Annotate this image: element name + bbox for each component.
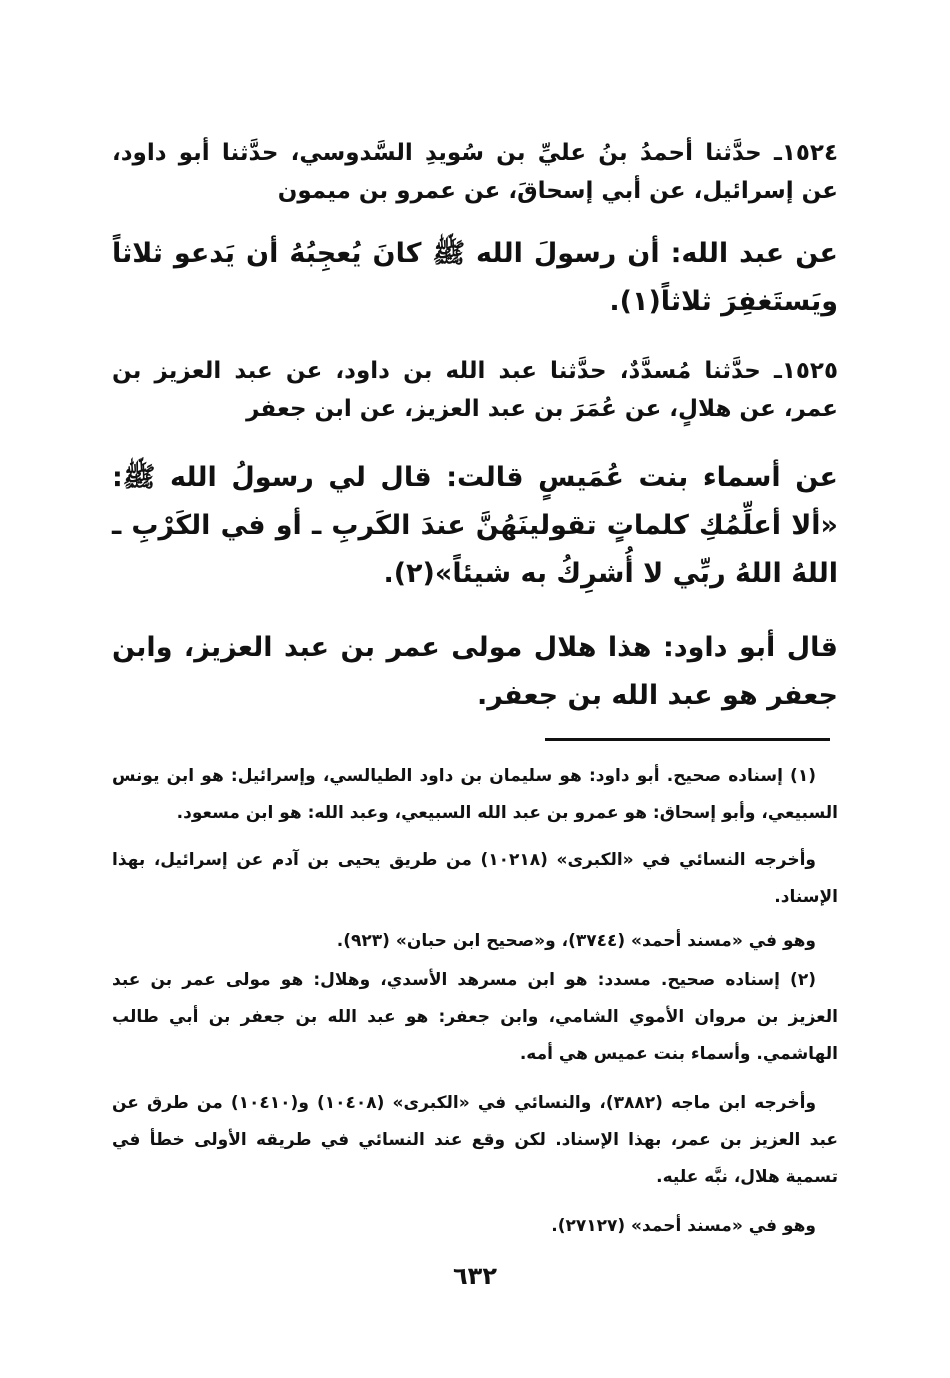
hadith-1524-chain: ١٥٢٤ـ حدَّثنا أحمدُ بنُ عليِّ بن سُويدِ السَّدوسي، حدَّثنا أبو داود، عن إسرائيل، عن أبي إسحاقَ، عن عمرو بن ميمون [112,140,838,204]
footnote-2-para-1: (٢) إسناده صحيح. مسدد: هو ابن مسرهد الأسدي، وهلال: هو مولى عمر بن عبد العزيز بن مروان الأموي الشامي، وابن جعفر: هو عبد الله بن جعفر بن أبي طالب الهاشمي. وأسماء بنت عميس هي أمه. [112,970,838,1064]
hadith-1525-chain: ١٥٢٥ـ حدَّثنا مُسدَّدٌ، حدَّثنا عبد الله بن داود، عن عبد العزيز بن عمر، عن هلالٍ، عن عُمَرَ بن عبد العزيز، عن ابن جعفر [112,358,838,422]
footnote-2-para-2: وأخرجه ابن ماجه (٣٨٨٢)، والنسائي في «الكبرى» (١٠٤٠٨) و(١٠٤١٠) من طرق عن عبد العزيز بن عمر، بهذا الإسناد. لكن وقع عند النسائي في طريقه الأولى خطأ في تسمية هلال، نبَّه عليه. [112,1093,838,1187]
page-number: ٦٣٢ [453,1262,497,1290]
footnote-separator [545,738,830,741]
footnote-1-para-3: وهو في «مسند أحمد» (٣٧٤٤)، و«صحيح ابن حبان» (٩٢٣). [336,931,816,951]
hadith-1525-text: عن أسماء بنت عُمَيسٍ قالت: قال لي رسولُ الله ﷺ: «ألا أعلِّمُكِ كلماتٍ تقولينَهُنَّ عندَ الكَربِ ـ أو في الكَرْبِ ـ اللهُ اللهُ ربِّي لا أُشرِكُ به شيئاً»(٢). [112,462,838,589]
abu-dawud-comment: قال أبو داود: هذا هلال مولى عمر بن عبد العزيز، وابن جعفر هو عبد الله بن جعفر. [112,632,838,711]
footnote-1-para-2: وأخرجه النسائي في «الكبرى» (١٠٢١٨) من طريق يحيى بن آدم عن إسرائيل، بهذا الإسناد. [112,850,838,907]
hadith-1524-text: عن عبد الله: أن رسولَ الله ﷺ كانَ يُعجِبُهُ أن يَدعو ثلاثاً ويَستَغفِرَ ثلاثاً(١). [112,238,838,317]
footnote-1-para-1: (١) إسناده صحيح. أبو داود: هو سليمان بن داود الطيالسي، وإسرائيل: هو ابن يونس السبيعي، وأبو إسحاق: هو عمرو بن عبد الله السبيعي، وعبد الله: هو ابن مسعود. [112,766,838,823]
footnote-2-para-3: وهو في «مسند أحمد» (٢٧١٢٧). [551,1216,816,1236]
